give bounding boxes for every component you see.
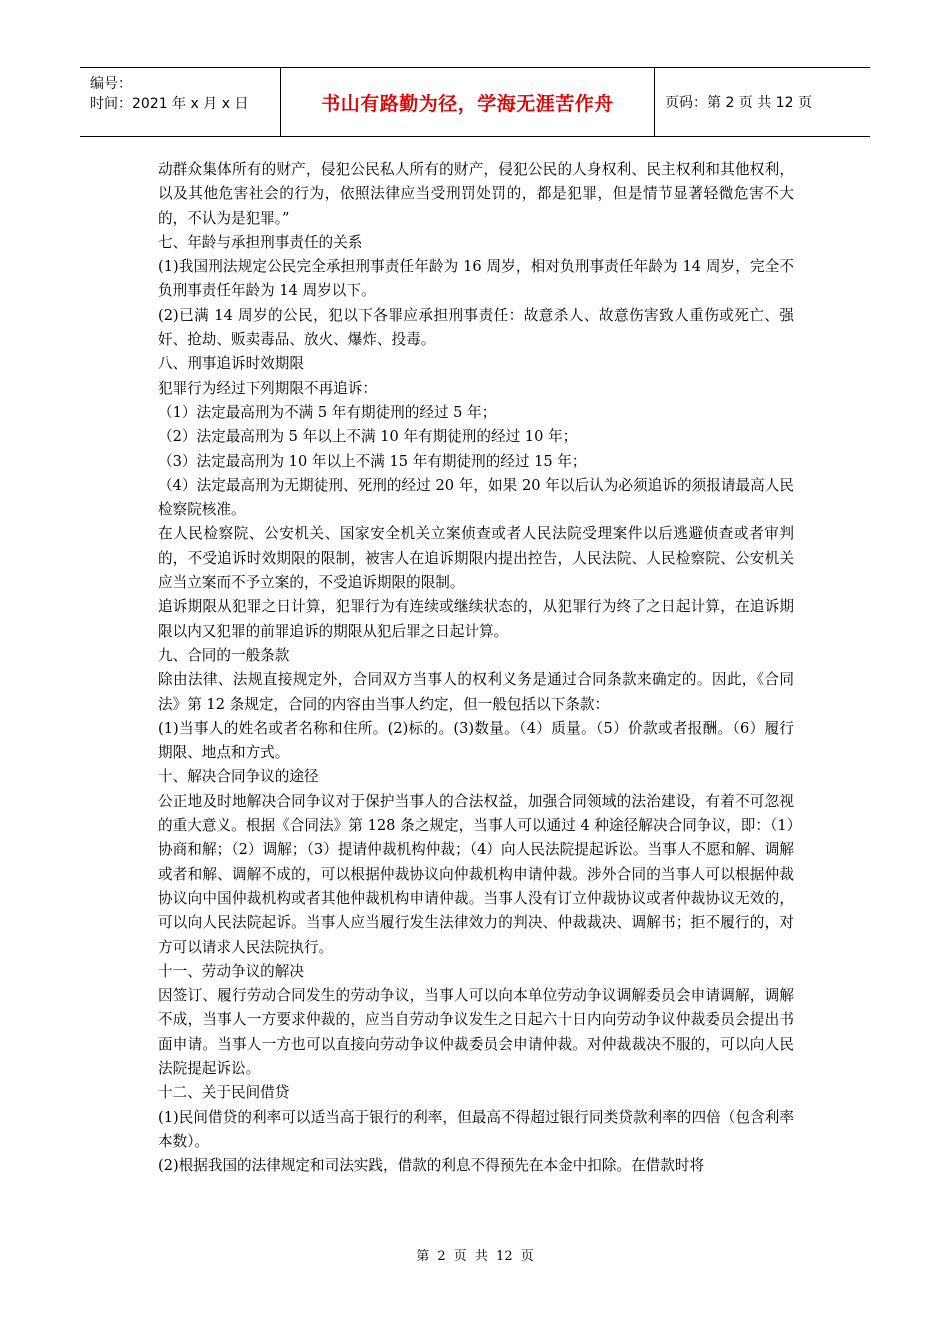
page-footer: 第 2 页 共 12 页 — [416, 1249, 534, 1264]
paragraph: 动群众集体所有的财产，侵犯公民私人所有的财产，侵犯公民的人身权利、民主权利和其他权利，以及其他危害社会的行为，依照法律应当受刑罚处罚的，都是犯罪，但是情节显著轻微危害不大的，不认为是犯罪。” — [158, 161, 794, 227]
paragraph: 除由法律、法规直接规定外，合同双方当事人的权利义务是通过合同条款来确定的。因此，《合同法》第 12 条规定，合同的内容由当事人约定，但一般包括以下条款： — [158, 671, 794, 713]
paragraph: (2)根据我国的法律规定和司法实践，借款的利息不得预先在本金中扣除。在借款时将 — [158, 1157, 705, 1175]
paragraph: 公正地及时地解决合同争议对于保护当事人的合法权益，加强合同领域的法治建设，有着不可忽视的重大意义。根据《合同法》第 128 条之规定，当事人可以通过 4 种途径解决合同争议，即：（1）协商和解；（2）调解；（3）提请仲裁机构仲裁；（4）向人民法院提起诉讼。当事人不愿和解、调解或者和解、调解不成的，可以根据仲裁协议向仲裁机构申请仲裁。涉外合同的当事人可以根据仲裁协议向中国仲裁机构或者其他仲裁机构申请仲裁。当事人没有订立仲裁协议或者仲裁协议无效的，可以向人民法院起诉。当事人应当履行发生法律效力的判决、仲裁裁决、调解书；拒不履行的，对方可以请求人民法院执行。 — [158, 792, 794, 956]
document-body — [158, 158, 794, 1178]
header-page-info: 页码：第 2 页 共 12 页 — [665, 95, 812, 111]
paragraph: (1)民间借贷的利率可以适当高于银行的利率，但最高不得超过银行同类贷款利率的四倍（包含利率本数）。 — [158, 1108, 794, 1150]
list-item: （2）法定最高刑为 5 年以上不满 10 年有期徒刑的经过 10 年； — [158, 428, 578, 446]
paragraph: (2)已满 14 周岁的公民，犯以下各罪应承担刑事责任：故意杀人、故意伤害致人重伤或死亡、强奸、抢劫、贩卖毒品、放火、爆炸、投毒。 — [158, 306, 794, 349]
header-meta-cell — [80, 68, 281, 136]
paragraph: 在人民检察院、公安机关、国家安全机关立案侦查或者人民法院受理案件以后逃避侦查或者审判的，不受追诉时效期限的限制，被害人在追诉期限内提出控告，人民法院、人民检察院、公安机关应当立案而不予立案的，不受追诉期限的限制。 — [158, 525, 794, 592]
paragraph: (1)我国刑法规定公民完全承担刑事责任年龄为 16 周岁，相对负刑事责任年龄为 14 周岁，完全不负刑事责任年龄为 14 周岁以下。 — [158, 258, 794, 300]
section-heading: 七、年龄与承担刑事责任的关系 — [158, 233, 363, 251]
section-heading: 十、解决合同争议的途径 — [158, 768, 319, 786]
section-heading: 十一、劳动争议的解决 — [158, 962, 304, 980]
page-header — [80, 67, 870, 137]
header-motto: 书山有路勤为径，学海无涯苦作舟 — [281, 68, 655, 136]
list-item: （3）法定最高刑为 10 年以上不满 15 年有期徒刑的经过 15 年； — [158, 452, 587, 470]
section-heading: 十二、关于民间借贷 — [158, 1084, 290, 1102]
section-heading: 八、刑事追诉时效期限 — [158, 355, 304, 373]
date-label: 时间：2021 年 x 月 x 日 — [90, 96, 249, 112]
paragraph: 因签订、履行劳动合同发生的劳动争议，当事人可以向本单位劳动争议调解委员会申请调解，调解不成，当事人一方要求仲裁的，应当自劳动争议发生之日起六十日内向劳动争议仲裁委员会提出书面申请。当事人一方也可以直接向劳动争议仲裁委员会申请仲裁。对仲裁裁决不服的，可以向人民法院提起诉讼。 — [158, 987, 794, 1077]
paragraph: (1)当事人的姓名或者名称和住所。(2)标的。(3)数量。（4）质量。（5）价款或者报酬。（6）履行期限、地点和方式。 — [158, 719, 794, 762]
serial-label: 编号： — [90, 76, 132, 92]
section-heading: 九、合同的一般条款 — [158, 646, 290, 664]
paragraph: 追诉期限从犯罪之日计算，犯罪行为有连续或继续状态的，从犯罪行为终了之日起计算，在追诉期限以内又犯罪的前罪追诉的期限从犯后罪之日起计算。 — [158, 598, 794, 640]
paragraph: 犯罪行为经过下列期限不再追诉： — [158, 379, 377, 397]
list-item: （4）法定最高刑为无期徒刑、死刑的经过 20 年，如果 20 年以后认为必须追诉的须报请最高人民检察院核准。 — [158, 476, 794, 519]
list-item: （1）法定最高刑为不满 5 年有期徒刑的经过 5 年； — [158, 403, 497, 421]
